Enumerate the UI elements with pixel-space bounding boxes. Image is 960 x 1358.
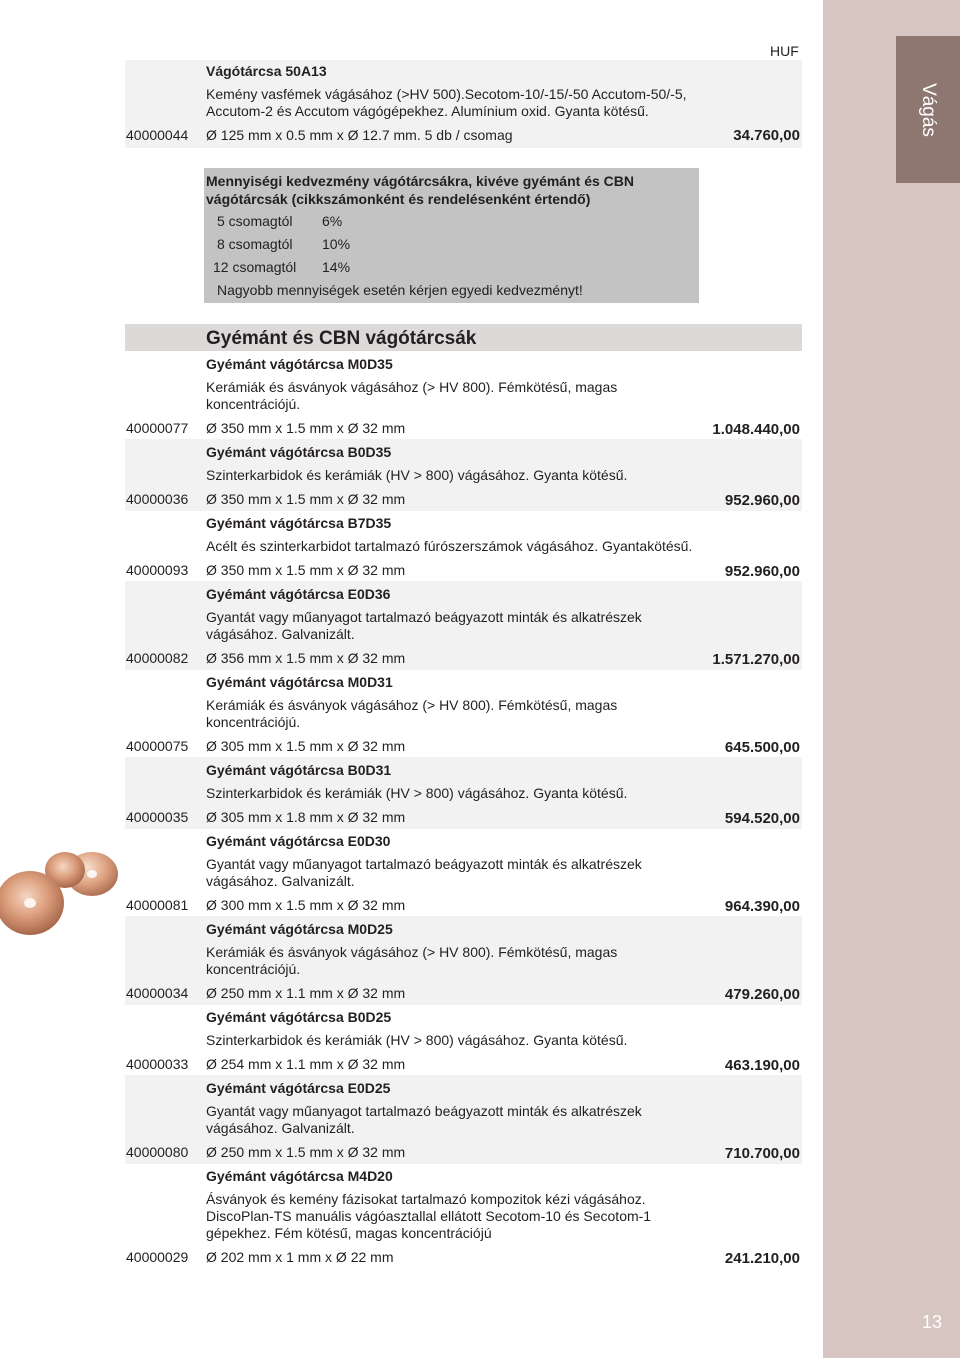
product-price: 952.960,00 bbox=[724, 563, 800, 580]
product-desc: Kemény vasfémek vágásához (>HV 500).Secotom-10/-15/-50 Accutom-50/-5, bbox=[206, 86, 687, 102]
product-desc: Gyantát vagy műanyagot tartalmazó beágyazott minták és alkatrészek bbox=[206, 609, 642, 625]
product-spec: Ø 254 mm x 1.1 mm x Ø 32 mm bbox=[206, 1056, 406, 1072]
product-spec: Ø 305 mm x 1.5 mm x Ø 32 mm bbox=[206, 738, 406, 754]
product-desc: gépekhez. Fém kötésű, magas koncentrációjú bbox=[206, 1225, 492, 1241]
product-spec: Ø 250 mm x 1.5 mm x Ø 32 mm bbox=[206, 1144, 406, 1160]
product-code: 40000080 bbox=[126, 1144, 189, 1160]
product-spec: Ø 125 mm x 0.5 mm x Ø 12.7 mm. 5 db / csomag bbox=[206, 127, 513, 143]
product-name: Gyémánt vágótárcsa M0D25 bbox=[206, 921, 393, 937]
product-desc: Kerámiák és ásványok vágásához (> HV 800). Fémkötésű, magas bbox=[206, 379, 618, 395]
product-name: Gyémánt vágótárcsa E0D36 bbox=[206, 586, 391, 602]
product-name: Gyémánt vágótárcsa B0D35 bbox=[206, 444, 392, 460]
product-spec: Ø 356 mm x 1.5 mm x Ø 32 mm bbox=[206, 650, 406, 666]
product-desc: Gyantát vagy műanyagot tartalmazó beágyazott minták és alkatrészek bbox=[206, 856, 642, 872]
product-desc: Szinterkarbidok és kerámiák (HV > 800) vágásához. Gyanta kötésű. bbox=[206, 467, 628, 483]
product-desc: Kerámiák és ásványok vágásához (> HV 800). Fémkötésű, magas bbox=[206, 697, 618, 713]
discount-box bbox=[204, 168, 699, 303]
tier-pct: 10% bbox=[322, 236, 351, 252]
tier-pct: 14% bbox=[322, 259, 351, 275]
product-desc: Szinterkarbidok és kerámiák (HV > 800) vágásához. Gyanta kötésű. bbox=[206, 1032, 628, 1048]
product-price: 710.700,00 bbox=[724, 1145, 800, 1162]
product-price: 952.960,00 bbox=[724, 492, 800, 509]
product-code: 40000035 bbox=[126, 809, 189, 825]
product-name: Vágótárcsa 50A13 bbox=[206, 63, 327, 79]
product-name: Gyémánt vágótárcsa B0D25 bbox=[206, 1009, 392, 1025]
product-desc: Accutom-2 és Accutom vágógépekhez. Alumínium oxid. Gyanta kötésű. bbox=[206, 103, 649, 119]
product-spec: Ø 202 mm x 1 mm x Ø 22 mm bbox=[206, 1249, 394, 1265]
product-price: 594.520,00 bbox=[724, 810, 800, 827]
product-code: 40000075 bbox=[126, 738, 189, 754]
disc-hole bbox=[24, 898, 36, 908]
product-code: 40000036 bbox=[126, 491, 189, 507]
disc-hole bbox=[87, 870, 97, 878]
product-code: 40000093 bbox=[126, 562, 189, 578]
product-desc: Gyantát vagy műanyagot tartalmazó beágyazott minták és alkatrészek bbox=[206, 1103, 642, 1119]
product-code: 40000082 bbox=[126, 650, 189, 666]
product-price: 964.390,00 bbox=[724, 898, 800, 915]
discount-title bbox=[206, 172, 634, 208]
product-code: 40000034 bbox=[126, 985, 189, 1001]
discount-title-line: vágótárcsák (cikkszámonként és rendelésenként értendő) bbox=[206, 191, 591, 207]
product-name: Gyémánt vágótárcsa B7D35 bbox=[206, 515, 392, 531]
tier-qty: 5 csomagtól bbox=[217, 213, 293, 229]
product-desc: koncentrációjú. bbox=[206, 714, 301, 730]
product-price: 463.190,00 bbox=[724, 1057, 800, 1074]
product-name: Gyémánt vágótárcsa M4D20 bbox=[206, 1168, 393, 1184]
product-name: Gyémánt vágótárcsa M0D31 bbox=[206, 674, 393, 690]
sidebar-band bbox=[823, 0, 960, 1358]
discount-title-line: Mennyiségi kedvezmény vágótárcsákra, kivéve gyémánt és CBN bbox=[206, 173, 634, 189]
currency-label: HUF bbox=[770, 43, 799, 59]
product-price: 1.048.440,00 bbox=[712, 421, 800, 438]
product-desc: Ásványok és kemény fázisokat tartalmazó kompozitok kézi vágásához. bbox=[206, 1191, 646, 1207]
product-name: Gyémánt vágótárcsa M0D35 bbox=[206, 356, 393, 372]
discount-note: Nagyobb mennyiségek esetén kérjen egyedi kedvezményt! bbox=[217, 282, 583, 298]
product-code: 40000029 bbox=[126, 1249, 189, 1265]
product-desc: vágásához. Galvanizált. bbox=[206, 1120, 355, 1136]
product-price: 34.760,00 bbox=[733, 127, 800, 144]
product-desc: Acélt és szinterkarbidot tartalmazó fúrószerszámok vágásához. Gyantakötésű. bbox=[206, 538, 693, 554]
product-spec: Ø 250 mm x 1.1 mm x Ø 32 mm bbox=[206, 985, 406, 1001]
product-desc: koncentrációjú. bbox=[206, 396, 301, 412]
tier-qty: 8 csomagtól bbox=[217, 236, 293, 252]
product-spec: Ø 300 mm x 1.5 mm x Ø 32 mm bbox=[206, 897, 406, 913]
product-name: Gyémánt vágótárcsa E0D25 bbox=[206, 1080, 391, 1096]
page-number: 13 bbox=[921, 1312, 943, 1332]
product-code: 40000077 bbox=[126, 420, 189, 436]
product-code: 40000081 bbox=[126, 897, 189, 913]
section-tab[interactable] bbox=[896, 36, 960, 183]
product-spec: Ø 350 mm x 1.5 mm x Ø 32 mm bbox=[206, 420, 406, 436]
product-price: 1.571.270,00 bbox=[712, 651, 800, 668]
product-desc: vágásához. Galvanizált. bbox=[206, 626, 355, 642]
product-name: Gyémánt vágótárcsa B0D31 bbox=[206, 762, 392, 778]
product-code: 40000044 bbox=[126, 127, 189, 143]
product-code: 40000033 bbox=[126, 1056, 189, 1072]
product-desc: koncentrációjú. bbox=[206, 961, 301, 977]
cutting-disc-image bbox=[0, 848, 120, 948]
tier-pct: 6% bbox=[322, 213, 343, 229]
product-price: 645.500,00 bbox=[724, 739, 800, 756]
product-name: Gyémánt vágótárcsa E0D30 bbox=[206, 833, 391, 849]
product-desc: vágásához. Galvanizált. bbox=[206, 873, 355, 889]
product-price: 241.210,00 bbox=[724, 1250, 800, 1267]
product-spec: Ø 305 mm x 1.8 mm x Ø 32 mm bbox=[206, 809, 406, 825]
product-desc: Kerámiák és ásványok vágásához (> HV 800). Fémkötésű, magas bbox=[206, 944, 618, 960]
product-spec: Ø 350 mm x 1.5 mm x Ø 32 mm bbox=[206, 491, 406, 507]
product-price: 479.260,00 bbox=[724, 986, 800, 1003]
product-spec: Ø 350 mm x 1.5 mm x Ø 32 mm bbox=[206, 562, 406, 578]
product-desc: Szinterkarbidok és kerámiák (HV > 800) vágásához. Gyanta kötésű. bbox=[206, 785, 628, 801]
section-tab-label: Vágás bbox=[918, 82, 939, 137]
product-desc: DiscoPlan-TS manuális vágóasztallal ellátott Secotom-10 és Secotom-1 bbox=[206, 1208, 652, 1224]
section-title: Gyémánt és CBN vágótárcsák bbox=[206, 328, 477, 349]
tier-qty: 12 csomagtól bbox=[213, 259, 297, 275]
